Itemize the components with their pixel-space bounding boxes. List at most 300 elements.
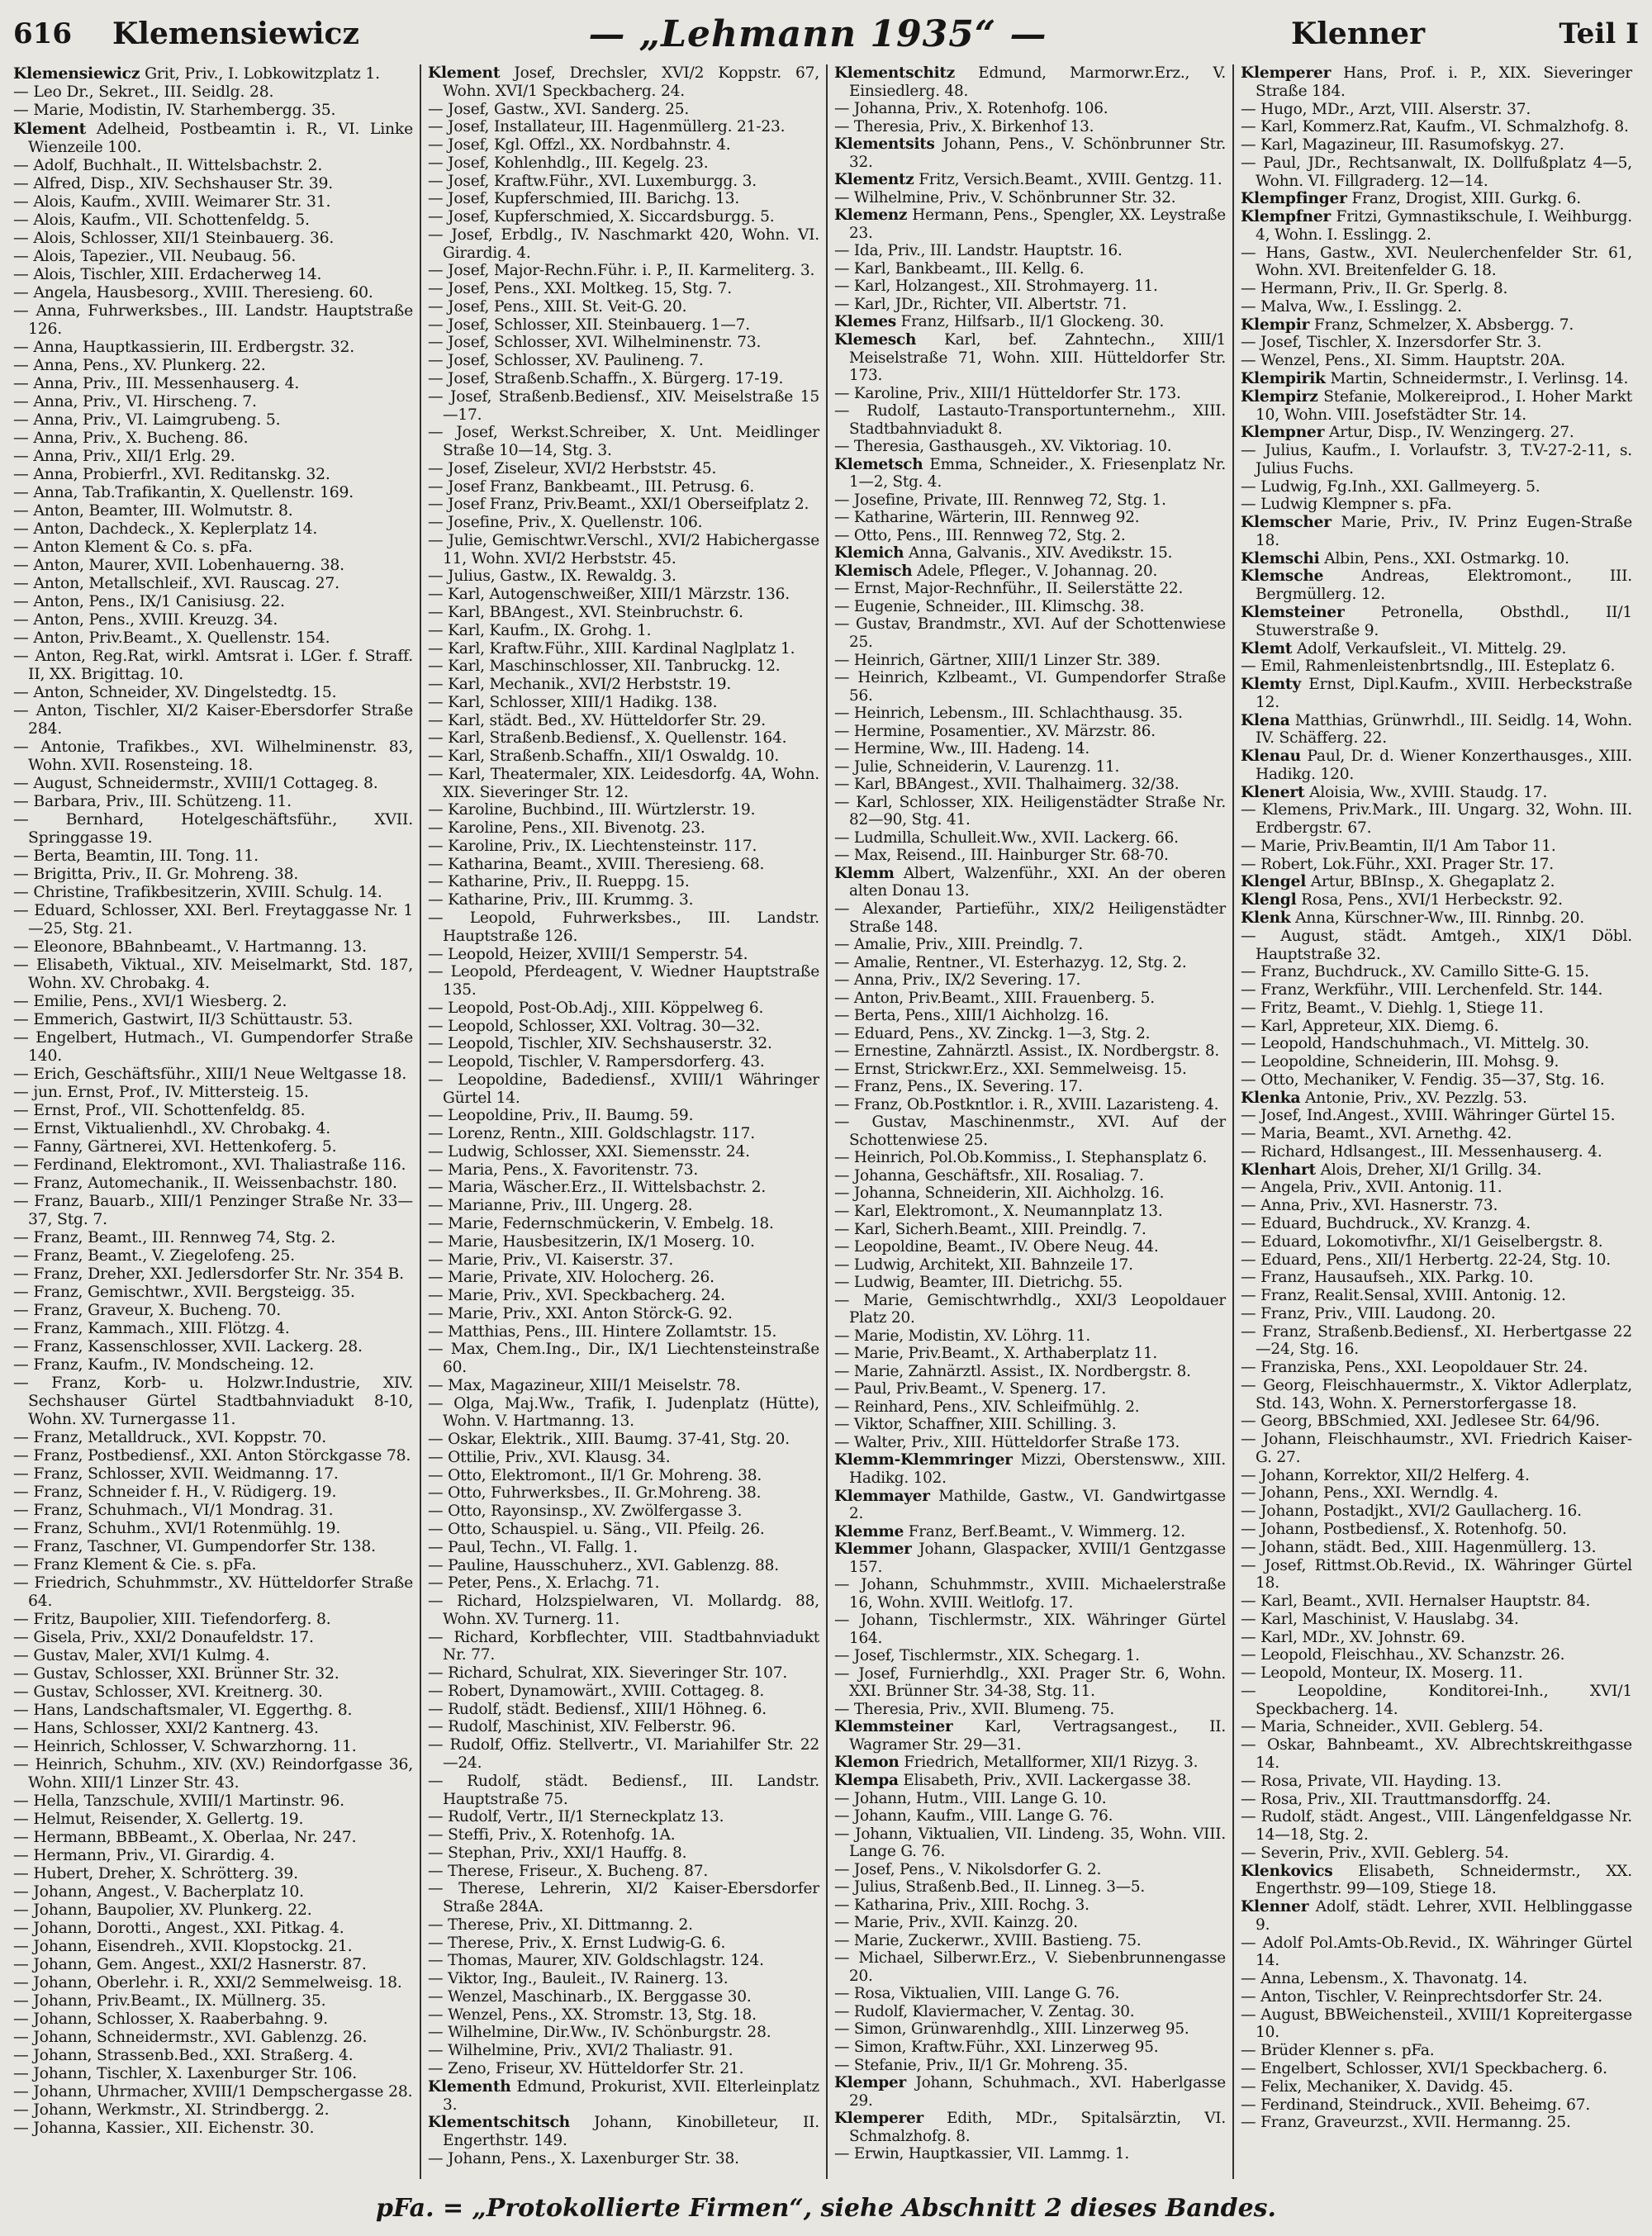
directory-entry [834, 1203, 1226, 1221]
entry-text: Paul, Dr. d. Wiener Konzerthausges., XIII. Hadikg. 120. [1256, 748, 1632, 783]
directory-entry [428, 1988, 819, 2006]
directory-entry [834, 1718, 1226, 1754]
entry-text: — Leopold, Post-Ob.Adj., XIII. Köppelweg 6. [428, 999, 764, 1017]
directory-entry [1241, 658, 1632, 676]
directory-entry [834, 1897, 1226, 1915]
entry-text: — Leopold, Schlosser, XXI. Voltrag. 30—32. [428, 1017, 760, 1035]
directory-entry [428, 101, 819, 119]
entry-text: — Johann, Schuhmmstr., XVIII. Michaelerstraße 16, Wohn. XVIII. Weitlofg. 17. [834, 1576, 1226, 1612]
entry-text: — Karl, Straßenb.Schaffn., XII/1 Oswaldg. 10. [428, 748, 780, 766]
entry-text: — Anton, Beamter, III. Wolmutstr. 8. [13, 502, 293, 520]
directory-entry [13, 1992, 413, 2011]
entry-text: — Anton, Tischler, XI/2 Kaiser-Ebersdorfer Straße 284. [13, 702, 413, 738]
entry-text: Mathilde, Gastw., VI. Gandwirtgasse 2. [849, 1487, 1226, 1523]
entry-text: — Franz, Postbediensf., XXI. Anton Störckgasse 78. [13, 1447, 411, 1465]
directory-entry [13, 847, 413, 866]
directory-entry [13, 2101, 413, 2120]
directory-entry [834, 1790, 1226, 1808]
entry-text: — Josef, Ind.Angest., XVIII. Währinger Gürtel 15. [1241, 1107, 1616, 1125]
entry-text: — Marie, Modistin, IV. Starhembergg. 35. [13, 102, 336, 119]
entry-text: — Franz, Dreher, XXI. Jedlersdorfer Str. Nr. 354 B. [13, 1265, 404, 1283]
entry-text: — Julie, Schneiderin, V. Laurenzg. 11. [834, 757, 1120, 776]
directory-entry [13, 993, 413, 1011]
directory-entry [428, 64, 819, 101]
directory-entry [1241, 1018, 1632, 1036]
entry-surname: Klemperer [1241, 64, 1332, 82]
directory-entry [834, 740, 1226, 758]
entry-surname: Klempfner [1241, 208, 1332, 226]
entry-surname: Klemon [834, 1754, 900, 1772]
entry-text: — Erich, Geschäftsführ., XIII/1 Neue Weltgasse 18. [13, 1066, 407, 1083]
entry-text: — Ernst, Prof., VII. Schottenfeldg. 85. [13, 1102, 306, 1119]
entry-text: — Steffi, Priv., X. Rotenhofg. 1A. [428, 1826, 676, 1844]
entry-text: — Josef, Tischlermstr., XIX. Schegarg. 1. [834, 1647, 1140, 1665]
entry-text: — Johann, Schlosser, X. Raaberbahng. 9. [13, 2011, 328, 2028]
directory-entry [834, 563, 1226, 581]
directory-entry [834, 242, 1226, 260]
entry-text: Rosa, Pens., XVI/1 Herbeckstr. 92. [1296, 891, 1563, 909]
entry-text: — Karl, BBAngest., XVII. Thalhaimerg. 32/38. [834, 776, 1180, 794]
entry-text: — Adolf, Buchhalt., II. Wittelsbachstr. 2. [13, 157, 323, 174]
directory-entry [1241, 1988, 1632, 2006]
entry-surname: Klenka [1241, 1089, 1301, 1107]
entry-text: — Heinrich, Lebensm., III. Schlachthausg. 35. [834, 705, 1183, 723]
entry-text: — Josef, Kupferschmied, X. Siccardsburgg. 5. [428, 208, 775, 226]
entry-text: — Franz, Taschner, VI. Gumpendorfer Str. 138. [13, 1538, 376, 1555]
directory-entry [13, 1683, 413, 1702]
entry-text: — Marie, Priv., XVII. Kainzg. 20. [834, 1914, 1078, 1932]
directory-entry [428, 567, 819, 586]
directory-entry [834, 971, 1226, 990]
entry-text: — Maria, Schneider., XVII. Geblerg. 54. [1241, 1718, 1544, 1736]
entry-text: — Josef Franz, Bankbeamt., III. Petrusg. 6. [428, 477, 755, 496]
directory-entry [428, 118, 819, 136]
directory-entry [13, 484, 413, 502]
directory-entry [428, 586, 819, 604]
entry-text: — Franz, Bauarb., XIII/1 Penzinger Straße Nr. 33—37, Stg. 7. [13, 1193, 413, 1228]
directory-entry [13, 502, 413, 520]
directory-entry [834, 1932, 1226, 1950]
entry-text: — Anna, Lebensm., X. Thavonatg. 14. [1241, 1970, 1527, 1988]
entry-text: — Walter, Priv., XIII. Hütteldorfer Straße 173. [834, 1433, 1180, 1451]
entry-text: — Alois, Tischler, XIII. Erdacherweg 14. [13, 266, 322, 283]
directory-entry [1241, 838, 1632, 856]
directory-entry [13, 302, 413, 339]
directory-entry [834, 1221, 1226, 1239]
directory-entry [1241, 2042, 1632, 2060]
entry-text: — Marie, Zuckerwr., XVIII. Bastieng. 75. [834, 1931, 1142, 1949]
directory-entry [13, 1447, 413, 1465]
directory-entry [834, 2039, 1226, 2057]
directory-entry [1241, 1736, 1632, 1773]
entry-text: Anna, Galvanis., XIV. Avedikstr. 15. [904, 544, 1173, 563]
entry-text: — Rosa, Priv., XII. Trauttmansdorffg. 24. [1241, 1790, 1551, 1808]
directory-entry [428, 658, 819, 676]
directory-entry [834, 1914, 1226, 1932]
entry-surname: Klemscher [1241, 514, 1332, 532]
directory-entry [1241, 1467, 1632, 1485]
entry-surname: Klemm [834, 864, 895, 882]
entry-text: — Josef, Schlosser, XV. Paulineng. 7. [428, 352, 704, 370]
directory-entry [1241, 118, 1632, 136]
directory-entry [13, 1084, 413, 1102]
entry-text: — Rosa, Private, VII. Hayding. 13. [1241, 1772, 1502, 1790]
entry-text: — Theresia, Gasthausgeh., XV. Viktoriag. 10. [834, 438, 1172, 456]
entry-text: — Josef, Kupferschmied, III. Barichg. 13. [428, 190, 740, 208]
directory-entry [834, 1256, 1226, 1275]
entry-text: — Karl, Kommerz.Rat, Kaufm., VI. Schmalzhofg. 8. [1241, 118, 1629, 136]
directory-entry [834, 1274, 1226, 1292]
directory-entry [1241, 1251, 1632, 1270]
entry-text: — Anton, Dachdeck., X. Keplerplatz 14. [13, 520, 318, 538]
entry-text: — Franz, Straßenb.Bediensf., XI. Herbertgasse 22—24, Stg. 16. [1241, 1322, 1632, 1359]
entry-text: — Gustav, Maler, XVI/1 Kulmg. 4. [13, 1647, 270, 1664]
entry-text: — Franz, Schuhmach., VI/1 Mondrag. 31. [13, 1502, 334, 1519]
entry-columns [13, 64, 1639, 2179]
entry-text: — Anton, Priv.Beamt., X. Quellenstr. 154. [13, 629, 330, 647]
directory-entry [428, 729, 819, 748]
entry-text: — Josef, Kohlenhdlg., III. Kegelg. 23. [428, 154, 709, 172]
directory-entry [834, 2110, 1226, 2145]
directory-entry [1241, 1539, 1632, 1557]
entry-text: — Ludwig, Schlosser, XXI. Siemensstr. 24. [428, 1142, 750, 1161]
directory-entry [834, 776, 1226, 794]
entry-text: — Anna, Priv., XVI. Hasnerstr. 73. [1241, 1197, 1498, 1215]
directory-entry [428, 208, 819, 226]
entry-text: — Friedrich, Schuhmmstr., XV. Hütteldorfer Straße 64. [13, 1574, 413, 1610]
entry-text: Mizzi, Oberstensww., XIII. Hadikg. 102. [849, 1451, 1226, 1487]
directory-entry [428, 1323, 819, 1341]
entry-text: — Josef, Rittmst.Ob.Revid., IX. Währinger Gürtel 18. [1241, 1556, 1632, 1593]
entry-text: — Johanna, Schneiderin, XII. Aichholzg. 16. [834, 1184, 1165, 1203]
directory-entry [13, 957, 413, 993]
entry-text: Albin, Pens., XXI. Ostmarkg. 10. [1319, 549, 1569, 567]
directory-entry [834, 278, 1226, 296]
directory-entry [13, 1029, 413, 1066]
entry-text: — Hella, Tanzschule, XVIII/1 Martinstr. 96. [13, 1792, 344, 1810]
directory-entry [834, 1113, 1226, 1149]
entry-text: — Franz, Priv., VIII. Laudong. 20. [1241, 1304, 1496, 1322]
directory-entry [428, 1916, 819, 1935]
directory-entry [834, 1878, 1226, 1897]
entry-text: — Josef, Gastw., XVI. Sanderg. 25. [428, 100, 690, 118]
directory-entry [834, 2145, 1226, 2163]
entry-text: — Wenzel, Maschinarb., IX. Berggasse 30. [428, 1987, 752, 2006]
directory-entry [1241, 478, 1632, 496]
directory-entry [1241, 1503, 1632, 1521]
directory-entry [834, 313, 1226, 331]
directory-entry [834, 1167, 1226, 1185]
entry-text: — Max, Chem.Ing., Dir., IX/1 Liechtensteinstraße 60. [428, 1341, 819, 1377]
directory-entry [1241, 64, 1632, 101]
entry-text: — Lorenz, Rentn., XIII. Goldschlagstr. 117. [428, 1125, 756, 1143]
entry-text: — Karl, Appreteur, XIX. Diemg. 6. [1241, 1017, 1499, 1035]
directory-entry [1241, 873, 1632, 891]
directory-entry [834, 402, 1226, 438]
entry-text: — Angela, Priv., XVII. Antonig. 11. [1241, 1179, 1502, 1197]
directory-entry [1241, 1125, 1632, 1143]
directory-entry [834, 1861, 1226, 1879]
entry-text: — Leopoldine, Konditorei-Inh., XVI/1 Speckbacherg. 14. [1241, 1682, 1632, 1718]
directory-entry [1241, 1431, 1632, 1467]
entry-text: Matthias, Grünwrhdl., III. Seidlg. 14, Wohn. IV. Schäfferg. 22. [1256, 711, 1632, 748]
entry-text: — Ottilie, Priv., XVI. Klausg. 34. [428, 1448, 671, 1466]
entry-text: — Fritz, Baupolier, XIII. Tiefendorferg. 8. [13, 1611, 331, 1628]
directory-entry [13, 1465, 413, 1484]
entry-text: — Ferdinand, Steindruck., XVII. Beheimg. 67. [1241, 2096, 1591, 2114]
entry-text: — Johann, Dorotti., Angest., XXI. Pitkag. 4. [13, 1920, 344, 1937]
directory-entry [834, 669, 1226, 705]
entry-text: — Hermine, Ww., III. Hadeng. 14. [834, 740, 1089, 758]
directory-entry [428, 1431, 819, 1449]
entry-surname: Klemm-Klemmringer [834, 1451, 1013, 1469]
directory-entry [428, 298, 819, 316]
directory-entry [13, 1338, 413, 1356]
directory-entry [834, 1327, 1226, 1346]
directory-entry [428, 1161, 819, 1180]
entry-surname: Klement [13, 120, 87, 138]
entry-text: — Anton, Priv.Beamt., XIII. Frauenberg. 5. [834, 989, 1155, 1007]
directory-entry [428, 1701, 819, 1719]
directory-entry [428, 1071, 819, 1108]
entry-text: — Thomas, Maurer, XIV. Goldschlagstr. 124. [428, 1952, 764, 1970]
directory-entry [834, 1647, 1226, 1665]
entry-text: — Anton, Pens., XVIII. Kreuzg. 34. [13, 611, 278, 629]
entry-text: — Karl, Kaufm., IX. Grohg. 1. [428, 621, 652, 639]
entry-text: — Leopold, Monteur, IX. Moserg. 11. [1241, 1664, 1523, 1683]
entry-text: — Josefine, Priv., X. Quellenstr. 106. [428, 514, 703, 532]
entry-text: — Engelbert, Hutmach., VI. Gumpendorfer Straße 140. [13, 1029, 413, 1065]
directory-entry [428, 946, 819, 964]
entry-text: Franz, Drogist, XIII. Gurkg. 6. [1346, 190, 1581, 208]
directory-entry [428, 136, 819, 154]
directory-entry [428, 1683, 819, 1701]
entry-text: — Richard, Korbflechter, VIII. Stadtbahnviadukt Nr. 77. [428, 1628, 819, 1664]
entry-text: — Johann, Tischler, X. Laxenburger Str. 106. [13, 2065, 358, 2082]
entry-text: — Viktor, Schaffner, XIII. Schilling. 3. [834, 1416, 1117, 1434]
directory-entry [13, 775, 413, 793]
entry-text: Antonie, Priv., XV. Pezzlg. 53. [1300, 1089, 1527, 1107]
entry-text: — Leopold, Heizer, XVIII/1 Semperstr. 54. [428, 945, 748, 963]
directory-entry [1241, 928, 1632, 964]
entry-text: — Paul, Techn., VI. Fallg. 1. [428, 1538, 638, 1556]
entry-text: — Anton, Maurer, XVII. Lobenhauerng. 38. [13, 557, 344, 574]
directory-entry [428, 2042, 819, 2060]
entry-text: — Johann, Gem. Angest., XXI/2 Hasnerstr. 87. [13, 1956, 367, 1973]
directory-entry [428, 262, 819, 280]
entry-surname: Klenner [1241, 1898, 1309, 1916]
directory-entry [1241, 244, 1632, 281]
directory-entry [428, 173, 819, 191]
entry-text: — Matthias, Pens., III. Hintere Zollamtstr. 15. [428, 1322, 777, 1341]
directory-entry [13, 1302, 413, 1320]
entry-text: — Johann, Oberlehr. i. R., XXI/2 Semmelweisg. 18. [13, 1974, 402, 1992]
directory-entry [13, 175, 413, 193]
entry-text: Edmund, Prokurist, XVII. Elterleinplatz 3. [443, 2077, 819, 2114]
entry-text: — Johann, Schneidermstr., XVI. Gablenzg. 26. [13, 2029, 368, 2046]
entry-text: Emma, Schneider., X. Friesenplatz Nr. 1—2, Stg. 4. [849, 455, 1226, 491]
directory-entry [13, 1320, 413, 1338]
directory-entry [1241, 2006, 1632, 2043]
entry-text: — Karoline, Priv., IX. Liechtensteinstr. 117. [428, 837, 757, 855]
directory-entry [13, 1229, 413, 1247]
directory-entry [428, 1233, 819, 1251]
directory-entry [834, 1949, 1226, 1985]
directory-entry [13, 1665, 413, 1683]
directory-entry [1241, 1844, 1632, 1863]
directory-entry [1241, 1970, 1632, 1988]
directory-entry [1241, 1629, 1632, 1647]
entry-text: — Karl, Kraftw.Führ., XIII. Kardinal Naglplatz 1. [428, 639, 795, 658]
directory-entry [13, 811, 413, 847]
entry-text: — Josef, Erbdlg., IV. Naschmarkt 420, Wohn. VI. Girardig. 4. [428, 225, 819, 262]
directory-entry [428, 1287, 819, 1305]
directory-entry [834, 1007, 1226, 1025]
directory-entry [13, 1284, 413, 1302]
directory-entry [1241, 1090, 1632, 1108]
directory-entry [834, 1665, 1226, 1701]
directory-entry [428, 1377, 819, 1395]
entry-text: — Karl, JDr., Richter, VII. Albertstr. 71. [834, 295, 1127, 313]
directory-entry [834, 207, 1226, 242]
entry-text: — Erwin, Hauptkassier, VII. Lammg. 1. [834, 2145, 1129, 2163]
directory-entry [13, 393, 413, 411]
directory-entry [834, 1701, 1226, 1719]
entry-text: — Ida, Priv., III. Landstr. Hauptstr. 16. [834, 242, 1123, 260]
entry-text: — Josef, Straßenb.Bediensf., XIV. Meiselstraße 15—17. [428, 387, 819, 424]
entry-text: — Karl, Sicherh.Beamt., XIII. Preindlg. 7. [834, 1220, 1146, 1238]
entry-text: — Berta, Beamtin, III. Tong. 11. [13, 847, 259, 865]
directory-entry [13, 1847, 413, 1865]
entry-text: — Karl, Magazineur, III. Rasumofskyg. 27. [1241, 136, 1564, 154]
entry-text: — Franz, Korb- u. Holzwr.Industrie, XIV. Sechshauser Gürtel Stadtbahnviadukt 8-10, Wohn. XV. Turnergasse 11. [13, 1374, 413, 1428]
entry-text: — Karl, Mechanik., XVI/2 Herbststr. 19. [428, 676, 732, 694]
entry-text: — Karl, Schlosser, XIII/1 Hadikg. 138. [428, 693, 718, 711]
entry-text: — Otto, Mechaniker, V. Fendig. 35—37, Stg. 16. [1241, 1071, 1605, 1089]
entry-text: — Wilhelmine, Priv., V. Schönbrunner Str. 32. [834, 188, 1176, 207]
directory-entry [834, 1416, 1226, 1434]
entry-text: — Therese, Priv., XI. Dittmanng. 2. [428, 1916, 693, 1934]
entry-text: Martin, Schneidermstr., I. Verlinsg. 14. [1325, 370, 1629, 388]
column-1 [13, 64, 420, 2179]
entry-text: — Franz, Buchdruck., XV. Camillo Sitte-G. 15. [1241, 963, 1589, 981]
entry-text: Adele, Pfleger., V. Johannag. 20. [912, 562, 1158, 580]
entry-text: — Ludwig, Fg.Inh., XXI. Gallmeyerg. 5. [1241, 477, 1540, 496]
entry-text: — Michael, Silberwr.Erz., V. Siebenbrunnengasse 20. [834, 1949, 1226, 1985]
entry-text: — Josef, Schlosser, XII. Steinbauerg. 1—7. [428, 316, 750, 334]
directory-entry [428, 1251, 819, 1270]
entry-text: — Wilhelmine, Dir.Ww., IV. Schönburgstr. 28. [428, 2024, 771, 2042]
entry-text: Josef, Drechsler, XVI/2 Koppstr. 67, Wohn. XVI/1 Speckbacherg. 24. [443, 64, 819, 100]
column-2 [420, 64, 826, 2179]
directory-entry [13, 230, 413, 248]
entry-surname: Klenert [1241, 783, 1305, 801]
entry-text: — Karl, städt. Bed., XV. Hütteldorfer Str. 29. [428, 711, 766, 729]
entry-surname: Klempa [834, 1772, 899, 1789]
page-header [13, 8, 1639, 59]
column-3 [826, 64, 1232, 2179]
directory-entry [428, 819, 819, 838]
entry-text: — Katharine, Priv., II. Rueppg. 15. [428, 873, 690, 891]
directory-entry [834, 100, 1226, 118]
entry-text: Karl, Vertragsangest., II. Wagramer Str. 29—31. [849, 1718, 1226, 1754]
entry-text: — Marie, Priv., VI. Kaiserstr. 37. [428, 1251, 674, 1269]
entry-surname: Klemich [834, 544, 904, 563]
entry-text: — Eduard, Pens., XII/1 Herbertg. 22-24, Stg. 10. [1241, 1251, 1611, 1269]
directory-entry [13, 1138, 413, 1156]
entry-text: — Hermann, Priv., VI. Girardig. 4. [13, 1847, 275, 1864]
entry-text: — Johann, Uhrmacher, XVIII/1 Dempschergasse 28. [13, 2083, 413, 2101]
directory-entry [13, 448, 413, 466]
directory-entry [834, 527, 1226, 545]
entry-text: Grit, Priv., I. Lobkowitzplatz 1. [140, 65, 380, 83]
entry-text: — Ernst, Strickwr.Erz., XXI. Semmelweisg. 15. [834, 1060, 1187, 1078]
directory-entry [428, 532, 819, 568]
directory-entry [428, 370, 819, 388]
entry-text: Artur, Disp., IV. Wenzingerg. 27. [1324, 424, 1574, 442]
entry-text: — Simon, Grünwarenhdlg., XIII. Linzerweg 95. [834, 2020, 1189, 2039]
entry-text: — Gustav, Maschinenmstr., XVI. Auf der Schottenwiese 25. [834, 1113, 1226, 1149]
entry-text: — Josef, Major-Rechn.Führ. i. P., II. Karmeliterg. 3. [428, 262, 815, 280]
entry-text: — Alois, Tapezier., VII. Neubaug. 56. [13, 248, 297, 265]
entry-text: — Franz, Werkführ., VIII. Lerchenfeld. Str. 144. [1241, 981, 1603, 999]
directory-entry [1241, 154, 1632, 191]
entry-text: — Josef, Werkst.Schreiber, X. Unt. Meidlinger Straße 10—14, Stg. 3. [428, 424, 819, 460]
directory-entry [428, 1503, 819, 1521]
entry-text: — Angela, Hausbesorg., XVIII. Theresieng. 60. [13, 284, 373, 301]
directory-entry [428, 801, 819, 819]
directory-entry [834, 990, 1226, 1008]
entry-text: — Katharina, Priv., XIII. Rochg. 3. [834, 1896, 1089, 1914]
directory-entry [13, 557, 413, 575]
directory-entry [1241, 640, 1632, 658]
directory-entry [428, 712, 819, 730]
directory-entry [13, 1883, 413, 1901]
entry-surname: Klenk [1241, 909, 1291, 927]
directory-entry [428, 676, 819, 694]
entry-text: — Leopold, Pferdeagent, V. Wiedner Hauptstraße 135. [428, 963, 819, 999]
entry-text: — Marie, Private, XIV. Holocherg. 26. [428, 1269, 714, 1287]
entry-surname: Klemt [1241, 639, 1293, 658]
entry-surname: Klemperer [834, 2110, 923, 2128]
directory-entry [1241, 2060, 1632, 2078]
directory-entry [1241, 999, 1632, 1018]
entry-text: Artur, BBInsp., X. Ghegaplatz 2. [1306, 873, 1555, 891]
entry-text: — Ludwig, Beamter, III. Dietrichg. 55. [834, 1274, 1123, 1292]
entry-text: — August, BBWeichensteil., XVIII/1 Kopreitergasse 10. [1241, 2006, 1632, 2042]
entry-text: Elisabeth, Schneidermstr., XX. Engerthstr. 99—109, Stiege 18. [1256, 1862, 1632, 1898]
entry-surname: Klement [428, 64, 501, 82]
directory-entry [1241, 316, 1632, 335]
directory-entry [1241, 981, 1632, 999]
entry-text: — Pauline, Hausschuherz., XVI. Gablenzg. 88. [428, 1556, 779, 1574]
directory-entry [834, 456, 1226, 491]
directory-entry [834, 1042, 1226, 1061]
entry-text: — Josef, Installateur, III. Hagenmüllerg. 21-23. [428, 118, 786, 136]
directory-entry [13, 1956, 413, 1974]
directory-entry [428, 190, 819, 208]
entry-text: — Franz, Schuhm., XVI/1 Rotenmühlg. 19. [13, 1520, 341, 1537]
entry-text: — Rosa, Viktualien, VIII. Lange G. 76. [834, 1985, 1120, 2003]
entry-text: — Gustav, Schlosser, XXI. Brünner Str. 32. [13, 1665, 339, 1683]
entry-text: — Felix, Mechaniker, X. Davidg. 45. [1241, 2077, 1513, 2096]
directory-entry [13, 1792, 413, 1811]
directory-entry [13, 539, 413, 557]
directory-entry [834, 385, 1226, 403]
directory-entry [428, 1593, 819, 1629]
directory-entry [428, 514, 819, 532]
entry-text: — Ernst, Major-Rechnführ., II. Seilerstätte 22. [834, 580, 1184, 598]
